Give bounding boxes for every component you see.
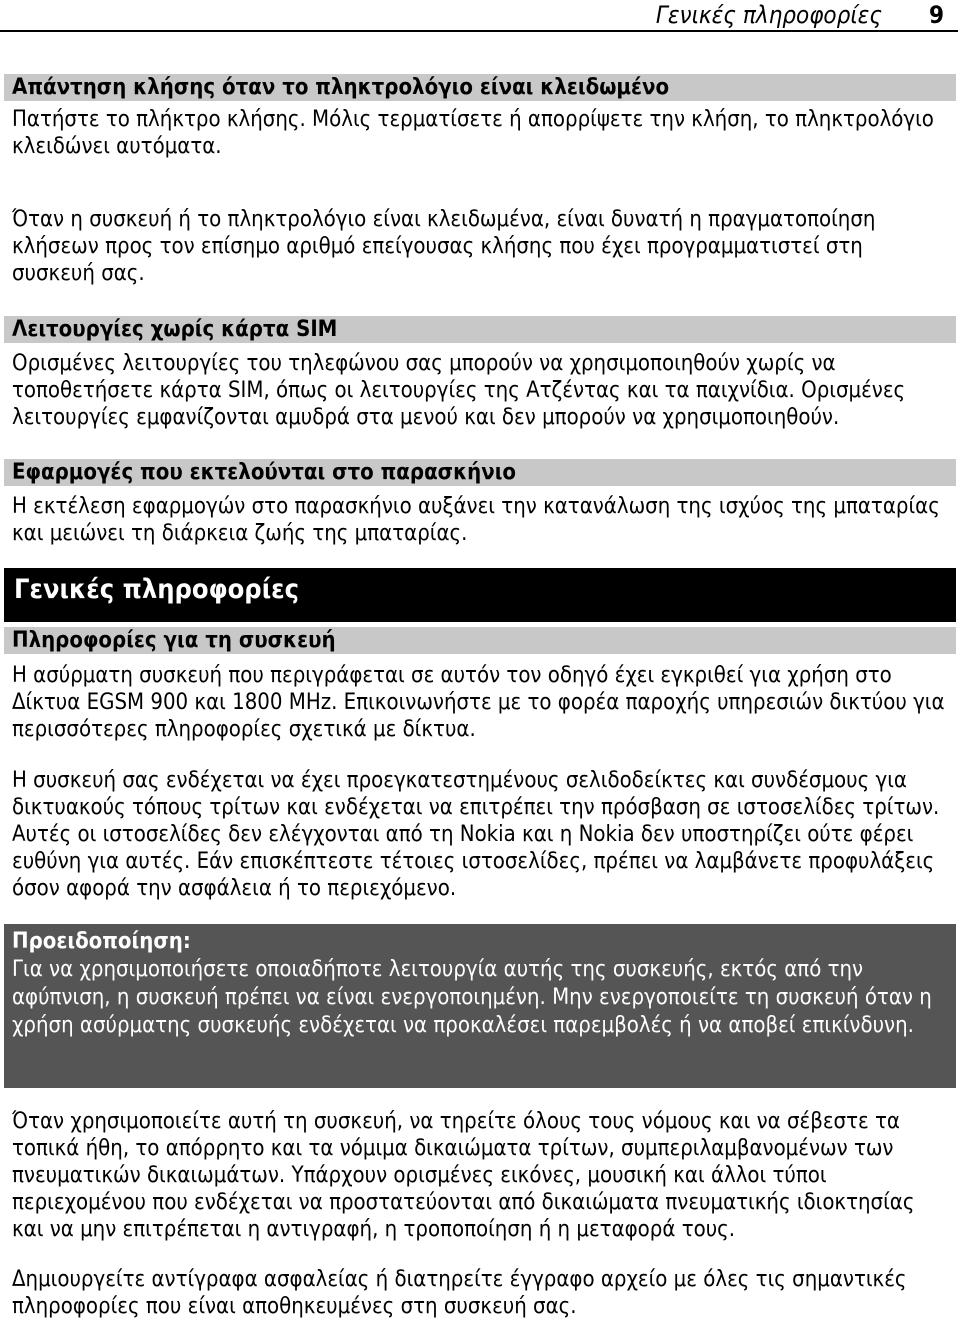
warning-box: [4, 924, 956, 1088]
laws-paragraph: Όταν χρησιμοποιείτε αυτή τη συσκευή, να τηρείτε όλους τους νόμους και να σέβεστε τα τοπικά ήθη, το απόρρητο και τα νόμιμα δικαιώματα τρίτων, συμπεριλαμβανομένων των πνευματικών δικαιωμάτων. Υπάρχουν ορισμένες εικόνες, μουσική και άλλοι τύποι περιεχομένου που ενδέχεται να προστατεύονται από δικαιώματα πνευματικής ιδιοκτησίας και να μην επιτρέπεται η αντιγραφή, η τροποποίηση ή η μεταφορά τους.: [12, 1109, 915, 1242]
emergency-paragraph-block: [4, 206, 956, 287]
section-body-answer-locked: [4, 106, 956, 160]
bookmarks-paragraph-block: [4, 767, 956, 902]
section-heading-background-apps: Εφαρμογές που εκτελούνται στο παρασκήνιο: [4, 459, 956, 486]
backup-paragraph: Δημιουργείτε αντίγραφα ασφαλείας ή διατηρείτε έγγραφο αρχείο με όλες τις σημαντικές πληροφορίες που είναι αποθηκευμένες στη συσκευή σας.: [12, 1267, 907, 1319]
warning-title: Προειδοποίηση:: [12, 929, 191, 954]
paragraph: Η ασύρματη συσκευή που περιγράφεται σε αυτόν τον οδηγό έχει εγκριθεί για χρήση στο Δίκτυα EGSM 900 και 1800 MHz. Επικοινωνήστε με το φορέα παροχής υπηρεσιών δικτύου για περισσότερες πληροφορίες σχετικά με δίκτυα.: [12, 663, 945, 742]
section-body-device-info: [4, 662, 956, 743]
section-heading-no-sim: Λειτουργίες χωρίς κάρτα SIM: [4, 316, 956, 343]
bookmarks-paragraph: Η συσκευή σας ενδέχεται να έχει προεγκατεστημένους σελιδοδείκτες και συνδέσμους για δικτυακούς τόπους τρίτων και ενδέχεται να επιτρέπει την πρόσβαση σε ιστοσελίδες τρίτων. Αυτές οι ιστοσελίδες δεν ελέγχονται από τη Nokia και η Nokia δεν υποστηρίζει ούτε φέρει ευθύνη για αυτές. Εάν επισκέπτεστε τέτοιες ιστοσελίδες, πρέπει να λαμβάνετε προφυλάξεις όσον αφορά την ασφάλεια ή το περιεχόμενο.: [12, 768, 940, 901]
emergency-paragraph: Όταν η συσκευή ή το πληκτρολόγιο είναι κλειδωμένα, είναι δυνατή η πραγματοποίηση κλήσεων προς τον επίσημο αριθμό επείγουσας κλήσης που έχει προγραμματιστεί στη συσκευή σας.: [12, 207, 876, 286]
running-title: Γενικές πληροφορίες: [655, 1, 882, 29]
warning-text: Για να χρησιμοποιήσετε οποιαδήποτε λειτουργία αυτής της συσκευής, εκτός από την αφύπνιση, η συσκευή πρέπει να είναι ενεργοποιημένη. Μην ενεργοποιείτε τη συσκευή όταν η χρήση ασύρματης συσκευής ενδέχεται να προκαλέσει παρεμβολές ή να αποβεί επικίνδυνη.: [12, 957, 932, 1038]
section-heading-answer-locked: Απάντηση κλήσης όταν το πληκτρολόγιο είναι κλειδωμένο: [4, 74, 956, 101]
paragraph: Η εκτέλεση εφαρμογών στο παρασκήνιο αυξάνει την κατανάλωση της ισχύος της μπαταρίας και μειώνει τη διάρκεια ζωής της μπαταρίας.: [12, 494, 940, 546]
section-heading-device-info: Πληροφορίες για τη συσκευή: [4, 627, 956, 654]
paragraph: Ορισμένες λειτουργίες του τηλεφώνου σας μπορούν να χρησιμοποιηθούν χωρίς να τοποθετήσετε κάρτα SIM, όπως οι λειτουργίες της Ατζέντας και τα παιχνίδια. Ορισμένες λειτουργίες εμφανίζονται αμυδρά στα μενού και δεν μπορούν να χρησιμοποιηθούν.: [12, 351, 906, 430]
section-body-background-apps: [4, 493, 956, 547]
laws-paragraph-block: [4, 1108, 956, 1243]
page-number: 9: [928, 1, 944, 29]
running-header: [0, 0, 958, 32]
chapter-heading-general-info: Γενικές πληροφορίες: [4, 568, 956, 622]
backup-paragraph-block: [4, 1266, 956, 1320]
paragraph: Πατήστε το πλήκτρο κλήσης. Μόλις τερματίσετε ή απορρίψετε την κλήση, το πληκτρολόγιο κλειδώνει αυτόματα.: [12, 107, 934, 159]
section-body-no-sim: [4, 350, 956, 431]
